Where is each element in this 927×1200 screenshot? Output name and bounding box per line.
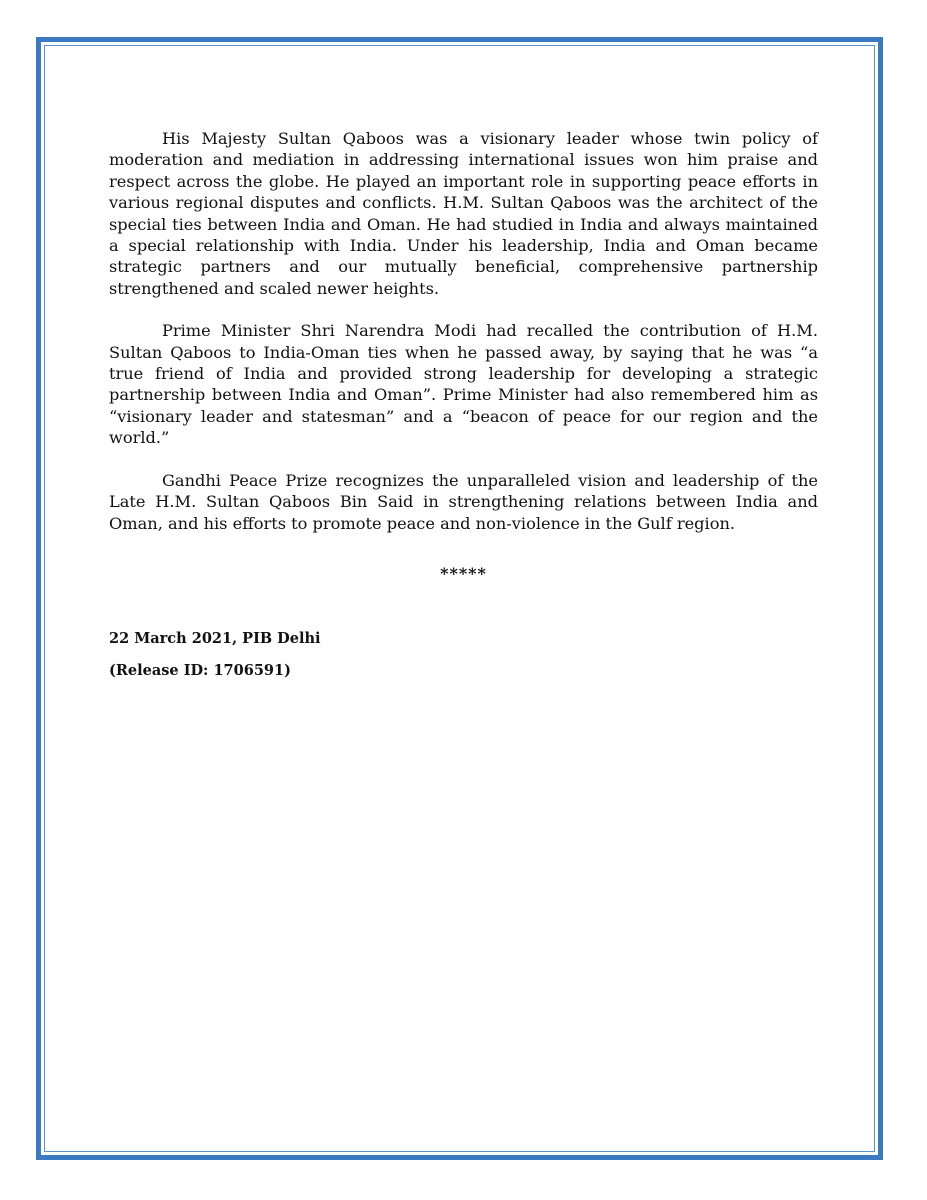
paragraph-gandhi-peace-prize: Gandhi Peace Prize recognizes the unparalleled vision and leadership of the Late H.M. Sultan Qaboos Bin Said in strengthening relations between India and Oman, and his efforts to promote peace and non-violence in the Gulf region. — [109, 470, 818, 533]
section-separator: ***** — [440, 563, 487, 583]
release-date-line: 22 March 2021, PIB Delhi — [109, 629, 321, 647]
document-body — [109, 128, 818, 679]
paragraph-sultan-qaboos: His Majesty Sultan Qaboos was a visionary leader whose twin policy of moderation and mediation in addressing international issues won him praise and respect across the globe. He played an important role in supporting peace efforts in various regional disputes and conflicts. H.M. Sultan Qaboos was the architect of the special ties between India and Oman. He had studied in India and always maintained a special relationship with India. Under his leadership, India and Oman became strategic partners and our mutually beneficial, comprehensive partnership strengthened and scaled newer heights. — [109, 129, 818, 298]
paragraph-prime-minister: Prime Minister Shri Narendra Modi had recalled the contribution of H.M. Sultan Qaboos to India-Oman ties when he passed away, by saying that he was “a true friend of India and provided strong leadership for developing a strategic partnership between India and Oman”. Prime Minister had also remembered him as “visionary leader and statesman” and a “beacon of peace for our region and the world.” — [109, 321, 818, 448]
release-id-line: (Release ID: 1706591) — [109, 661, 291, 679]
